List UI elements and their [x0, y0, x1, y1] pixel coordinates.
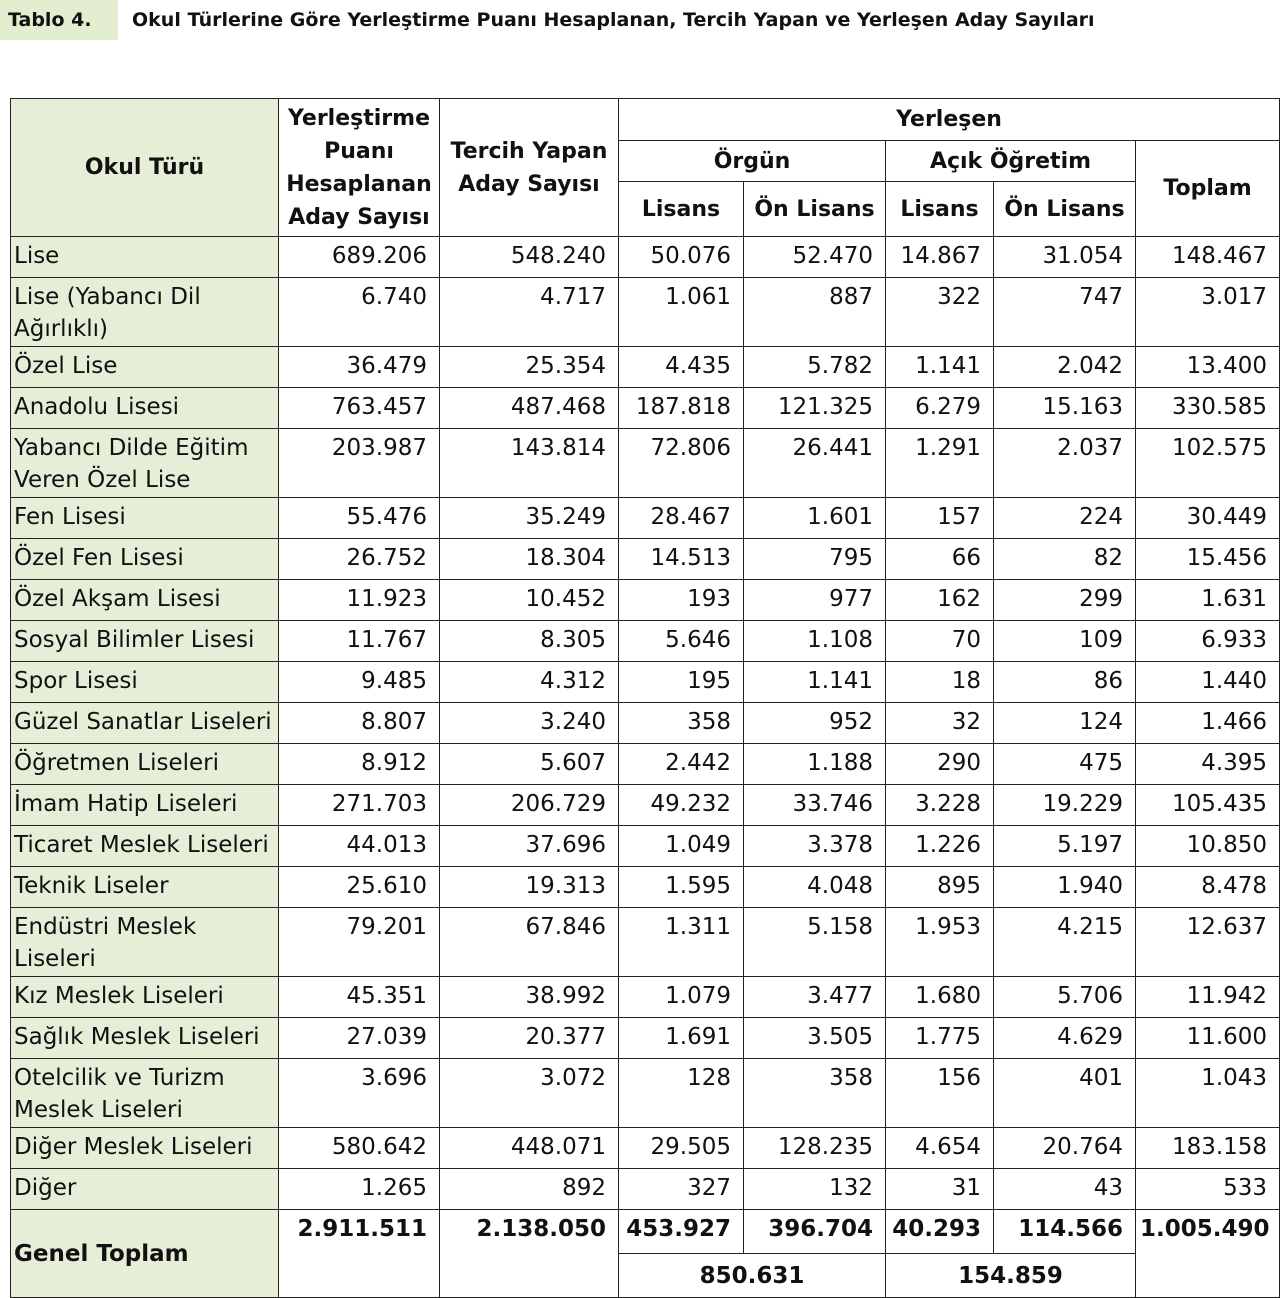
- row-cell: 25.354: [440, 347, 619, 388]
- table-row: [11, 826, 1280, 867]
- row-cell: 32: [886, 703, 994, 744]
- row-cell: 148.467: [1136, 237, 1280, 278]
- table-row: [11, 237, 1280, 278]
- row-cell: 187.818: [619, 388, 744, 429]
- acik-ogretim-sum: 154.859: [886, 1254, 1136, 1298]
- row-cell: 358: [744, 1059, 886, 1128]
- row-cell: 4.435: [619, 347, 744, 388]
- row-cell: 18: [886, 662, 994, 703]
- row-cell: 1.188: [744, 744, 886, 785]
- row-cell: 15.163: [994, 388, 1136, 429]
- row-cell: 109: [994, 621, 1136, 662]
- row-cell: 67.846: [440, 908, 619, 977]
- row-cell: 3.477: [744, 977, 886, 1018]
- row-cell: 487.468: [440, 388, 619, 429]
- row-cell: 5.706: [994, 977, 1136, 1018]
- row-cell: 52.470: [744, 237, 886, 278]
- row-cell: 203.987: [279, 429, 440, 498]
- row-label: Fen Lisesi: [11, 498, 279, 539]
- row-cell: 1.311: [619, 908, 744, 977]
- row-cell: 1.775: [886, 1018, 994, 1059]
- row-cell: 31.054: [994, 237, 1136, 278]
- row-cell: 66: [886, 539, 994, 580]
- row-cell: 1.043: [1136, 1059, 1280, 1128]
- row-cell: 12.637: [1136, 908, 1280, 977]
- row-cell: 26.752: [279, 539, 440, 580]
- row-cell: 38.992: [440, 977, 619, 1018]
- row-cell: 1.440: [1136, 662, 1280, 703]
- row-label: Diğer Meslek Liseleri: [11, 1128, 279, 1169]
- row-cell: 3.228: [886, 785, 994, 826]
- row-label: Özel Fen Lisesi: [11, 539, 279, 580]
- row-cell: 25.610: [279, 867, 440, 908]
- row-cell: 3.240: [440, 703, 619, 744]
- row-cell: 8.478: [1136, 867, 1280, 908]
- row-cell: 9.485: [279, 662, 440, 703]
- table-row: [11, 621, 1280, 662]
- table-row: [11, 1128, 1280, 1169]
- row-cell: 4.048: [744, 867, 886, 908]
- row-label: Anadolu Lisesi: [11, 388, 279, 429]
- row-cell: 1.631: [1136, 580, 1280, 621]
- table-number: Tablo 4.: [0, 0, 118, 40]
- row-label: Yabancı Dilde Eğitim Veren Özel Lise: [11, 429, 279, 498]
- total-label: Genel Toplam: [11, 1210, 279, 1298]
- row-cell: 1.049: [619, 826, 744, 867]
- row-label: Özel Akşam Lisesi: [11, 580, 279, 621]
- row-cell: 1.291: [886, 429, 994, 498]
- row-cell: 102.575: [1136, 429, 1280, 498]
- row-cell: 6.740: [279, 278, 440, 347]
- row-cell: 1.141: [744, 662, 886, 703]
- table-row: [11, 703, 1280, 744]
- row-cell: 3.072: [440, 1059, 619, 1128]
- row-cell: 50.076: [619, 237, 744, 278]
- row-cell: 193: [619, 580, 744, 621]
- header-yerlesen: Yerleşen: [619, 99, 1280, 141]
- row-cell: 4.312: [440, 662, 619, 703]
- table-row: [11, 662, 1280, 703]
- row-cell: 82: [994, 539, 1136, 580]
- total-cell: 453.927: [619, 1210, 744, 1254]
- row-cell: 28.467: [619, 498, 744, 539]
- row-cell: 72.806: [619, 429, 744, 498]
- row-cell: 121.325: [744, 388, 886, 429]
- row-cell: 1.940: [994, 867, 1136, 908]
- table-row: [11, 1169, 1280, 1210]
- row-cell: 2.442: [619, 744, 744, 785]
- row-cell: 747: [994, 278, 1136, 347]
- row-cell: 448.071: [440, 1128, 619, 1169]
- row-cell: 895: [886, 867, 994, 908]
- header-acik-lisans: Lisans: [886, 182, 994, 237]
- row-cell: 19.229: [994, 785, 1136, 826]
- row-cell: 689.206: [279, 237, 440, 278]
- row-cell: 290: [886, 744, 994, 785]
- row-cell: 580.642: [279, 1128, 440, 1169]
- row-label: Özel Lise: [11, 347, 279, 388]
- row-cell: 3.505: [744, 1018, 886, 1059]
- table-total: [11, 1210, 1280, 1298]
- table-row: [11, 744, 1280, 785]
- row-cell: 14.867: [886, 237, 994, 278]
- row-cell: 4.215: [994, 908, 1136, 977]
- row-label: Sosyal Bilimler Lisesi: [11, 621, 279, 662]
- row-cell: 132: [744, 1169, 886, 1210]
- row-cell: 70: [886, 621, 994, 662]
- row-cell: 195: [619, 662, 744, 703]
- row-cell: 30.449: [1136, 498, 1280, 539]
- row-cell: 1.680: [886, 977, 994, 1018]
- row-cell: 15.456: [1136, 539, 1280, 580]
- row-cell: 271.703: [279, 785, 440, 826]
- table-row: [11, 977, 1280, 1018]
- row-cell: 5.782: [744, 347, 886, 388]
- row-cell: 1.079: [619, 977, 744, 1018]
- row-cell: 5.607: [440, 744, 619, 785]
- row-label: Spor Lisesi: [11, 662, 279, 703]
- row-cell: 1.141: [886, 347, 994, 388]
- row-cell: 1.691: [619, 1018, 744, 1059]
- row-label: Öğretmen Liseleri: [11, 744, 279, 785]
- total-cell: 114.566: [994, 1210, 1136, 1254]
- row-cell: 43: [994, 1169, 1136, 1210]
- row-cell: 8.912: [279, 744, 440, 785]
- row-cell: 1.953: [886, 908, 994, 977]
- row-cell: 156: [886, 1059, 994, 1128]
- row-cell: 14.513: [619, 539, 744, 580]
- row-cell: 11.923: [279, 580, 440, 621]
- row-cell: 977: [744, 580, 886, 621]
- row-cell: 3.696: [279, 1059, 440, 1128]
- row-cell: 19.313: [440, 867, 619, 908]
- row-cell: 358: [619, 703, 744, 744]
- row-cell: 105.435: [1136, 785, 1280, 826]
- header-acik-on-lisans: Ön Lisans: [994, 182, 1136, 237]
- row-cell: 20.764: [994, 1128, 1136, 1169]
- table-row: [11, 580, 1280, 621]
- table-row: [11, 278, 1280, 347]
- row-cell: 11.767: [279, 621, 440, 662]
- row-cell: 49.232: [619, 785, 744, 826]
- row-cell: 13.400: [1136, 347, 1280, 388]
- total-cell: 2.911.511: [279, 1210, 440, 1298]
- row-cell: 128.235: [744, 1128, 886, 1169]
- row-cell: 10.850: [1136, 826, 1280, 867]
- row-label: Teknik Liseler: [11, 867, 279, 908]
- row-cell: 1.108: [744, 621, 886, 662]
- header-tercih: Tercih Yapan Aday Sayısı: [440, 99, 619, 237]
- row-label: Sağlık Meslek Liseleri: [11, 1018, 279, 1059]
- row-cell: 35.249: [440, 498, 619, 539]
- row-cell: 2.037: [994, 429, 1136, 498]
- total-cell: 396.704: [744, 1210, 886, 1254]
- row-cell: 4.654: [886, 1128, 994, 1169]
- row-cell: 37.696: [440, 826, 619, 867]
- row-cell: 3.017: [1136, 278, 1280, 347]
- row-cell: 128: [619, 1059, 744, 1128]
- table-row: [11, 785, 1280, 826]
- row-cell: 6.279: [886, 388, 994, 429]
- row-cell: 27.039: [279, 1018, 440, 1059]
- row-cell: 55.476: [279, 498, 440, 539]
- table-row: [11, 429, 1280, 498]
- row-cell: 299: [994, 580, 1136, 621]
- row-cell: 1.226: [886, 826, 994, 867]
- row-cell: 887: [744, 278, 886, 347]
- row-cell: 157: [886, 498, 994, 539]
- row-cell: 952: [744, 703, 886, 744]
- header-orgun: Örgün: [619, 141, 886, 182]
- row-cell: 86: [994, 662, 1136, 703]
- row-cell: 6.933: [1136, 621, 1280, 662]
- table-body: [11, 237, 1280, 1210]
- header-toplam: Toplam: [1136, 141, 1280, 237]
- table-row: [11, 347, 1280, 388]
- row-cell: 4.717: [440, 278, 619, 347]
- row-cell: 1.265: [279, 1169, 440, 1210]
- row-cell: 533: [1136, 1169, 1280, 1210]
- row-cell: 5.197: [994, 826, 1136, 867]
- total-cell: 2.138.050: [440, 1210, 619, 1298]
- table-row: [11, 388, 1280, 429]
- table-row: [11, 867, 1280, 908]
- table-row: [11, 498, 1280, 539]
- row-cell: 11.942: [1136, 977, 1280, 1018]
- data-table: [10, 98, 1280, 1298]
- row-cell: 330.585: [1136, 388, 1280, 429]
- row-cell: 4.395: [1136, 744, 1280, 785]
- row-cell: 26.441: [744, 429, 886, 498]
- row-label: Lise: [11, 237, 279, 278]
- row-cell: 548.240: [440, 237, 619, 278]
- row-cell: 206.729: [440, 785, 619, 826]
- table-caption: [0, 0, 1280, 40]
- table-title: Okul Türlerine Göre Yerleştirme Puanı Hesaplanan, Tercih Yapan ve Yerleşen Aday Sayıları: [132, 9, 1095, 31]
- row-cell: 8.305: [440, 621, 619, 662]
- header-acik-ogretim: Açık Öğretim: [886, 141, 1136, 182]
- row-cell: 4.629: [994, 1018, 1136, 1059]
- row-cell: 10.452: [440, 580, 619, 621]
- row-cell: 3.378: [744, 826, 886, 867]
- row-cell: 124: [994, 703, 1136, 744]
- table-row: [11, 1059, 1280, 1128]
- row-cell: 36.479: [279, 347, 440, 388]
- row-cell: 892: [440, 1169, 619, 1210]
- row-cell: 1.061: [619, 278, 744, 347]
- row-cell: 224: [994, 498, 1136, 539]
- orgun-sum: 850.631: [619, 1254, 886, 1298]
- row-cell: 29.505: [619, 1128, 744, 1169]
- row-cell: 45.351: [279, 977, 440, 1018]
- header-yerlestirme: Yerleştirme Puanı Hesaplanan Aday Sayısı: [279, 99, 440, 237]
- row-cell: 5.158: [744, 908, 886, 977]
- total-cell: 40.293: [886, 1210, 994, 1254]
- row-cell: 183.158: [1136, 1128, 1280, 1169]
- row-cell: 11.600: [1136, 1018, 1280, 1059]
- table-row: [11, 908, 1280, 977]
- row-cell: 162: [886, 580, 994, 621]
- row-cell: 2.042: [994, 347, 1136, 388]
- row-label: Diğer: [11, 1169, 279, 1210]
- row-cell: 79.201: [279, 908, 440, 977]
- header-okul-turu: Okul Türü: [11, 99, 279, 237]
- row-cell: 5.646: [619, 621, 744, 662]
- row-label: İmam Hatip Liseleri: [11, 785, 279, 826]
- row-label: Güzel Sanatlar Liseleri: [11, 703, 279, 744]
- row-cell: 44.013: [279, 826, 440, 867]
- row-cell: 1.595: [619, 867, 744, 908]
- row-label: Ticaret Meslek Liseleri: [11, 826, 279, 867]
- row-cell: 1.601: [744, 498, 886, 539]
- row-cell: 143.814: [440, 429, 619, 498]
- table-row: [11, 1018, 1280, 1059]
- row-label: Endüstri Meslek Liseleri: [11, 908, 279, 977]
- header-orgun-lisans: Lisans: [619, 182, 744, 237]
- row-label: Lise (Yabancı Dil Ağırlıklı): [11, 278, 279, 347]
- row-cell: 33.746: [744, 785, 886, 826]
- row-cell: 18.304: [440, 539, 619, 580]
- row-cell: 31: [886, 1169, 994, 1210]
- row-label: Kız Meslek Liseleri: [11, 977, 279, 1018]
- row-cell: 322: [886, 278, 994, 347]
- row-label: Otelcilik ve Turizm Meslek Liseleri: [11, 1059, 279, 1128]
- row-cell: 401: [994, 1059, 1136, 1128]
- row-cell: 1.466: [1136, 703, 1280, 744]
- row-cell: 475: [994, 744, 1136, 785]
- header-orgun-on-lisans: Ön Lisans: [744, 182, 886, 237]
- row-cell: 795: [744, 539, 886, 580]
- row-cell: 20.377: [440, 1018, 619, 1059]
- row-cell: 327: [619, 1169, 744, 1210]
- row-cell: 8.807: [279, 703, 440, 744]
- total-cell: 1.005.490: [1136, 1210, 1280, 1298]
- row-cell: 763.457: [279, 388, 440, 429]
- table-row: [11, 539, 1280, 580]
